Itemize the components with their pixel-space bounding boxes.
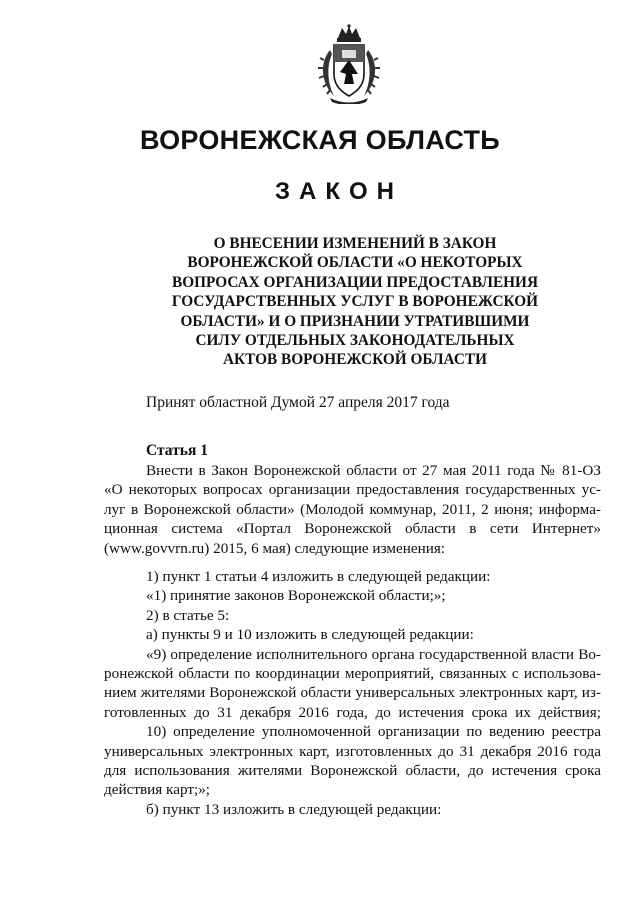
text-line: универсальных электронных карт, изготовленных до 31 декабря 2016 года xyxy=(104,742,601,760)
law-title-line: О ВНЕСЕНИИ ИЗМЕНЕНИЙ В ЗАКОН xyxy=(213,235,497,252)
text-line: «О некоторых вопросах организации предоставления государственных ус- xyxy=(104,481,601,499)
text-line: а) пункты 9 и 10 изложить в следующей редакции: xyxy=(146,626,474,644)
law-title-line: ОБЛАСТИ» И О ПРИЗНАНИИ УТРАТИВШИМИ xyxy=(180,312,530,330)
text-line: луг в Воронежской области» (Молодой коммунар, 2011, 2 июня; информа- xyxy=(104,500,601,518)
text-line: нием жителями Воронежской области универсальных электронных карт, из- xyxy=(104,684,601,702)
article-heading: Статья 1 xyxy=(146,442,208,459)
law-title-line: СИЛУ ОТДЕЛЬНЫХ ЗАКОНОДАТЕЛЬНЫХ xyxy=(195,332,515,350)
text-line: б) пункт 13 изложить в следующей редакции: xyxy=(146,800,442,818)
text-line: Внести в Закон Воронежской области от 27 мая 2011 года № 81-ОЗ xyxy=(146,462,601,479)
text-line: «1) принятие законов Воронежской области;»; xyxy=(146,587,446,605)
region-title: ВОРОНЕЖСКАЯ ОБЛАСТЬ xyxy=(139,125,501,155)
text-line: ционная система «Портал Воронежской области в сети Интернет» xyxy=(104,520,601,538)
adoption-note: Принят областной Думой 27 апреля 2017 года xyxy=(146,394,450,411)
text-line: 10) определение уполномоченной организации по ведению реестра xyxy=(146,723,601,741)
article-intro xyxy=(104,461,601,558)
law-title xyxy=(150,234,560,370)
text-line: «9) определение исполнительного органа государственной власти Во- xyxy=(146,645,601,663)
law-title-line: ВОПРОСАХ ОРГАНИЗАЦИИ ПРЕДОСТАВЛЕНИЯ xyxy=(172,273,538,291)
text-line: ронежской области по координации мероприятий, связанных с использова- xyxy=(104,665,601,683)
text-line: 2) в статье 5: xyxy=(146,606,230,624)
law-title-line: ГОСУДАРСТВЕННЫХ УСЛУГ В ВОРОНЕЖСКОЙ xyxy=(171,293,539,311)
text-line: действия карт;»; xyxy=(104,781,211,799)
document-type: ЗАКОН xyxy=(274,178,403,205)
article-changes xyxy=(104,567,601,819)
text-line: 1) пункт 1 статьи 4 изложить в следующей редакции: xyxy=(146,568,491,585)
text-line: (www.govvrn.ru) 2015, 6 мая) следующие изменения: xyxy=(104,539,446,557)
text-line: для использования жителями Воронежской области, до истечения срока xyxy=(104,762,601,780)
coat-of-arms-icon xyxy=(316,24,382,104)
text-line: готовленных до 31 декабря 2016 года, до истечения срока их действия; xyxy=(104,703,601,721)
law-title-line: ВОРОНЕЖСКОЙ ОБЛАСТИ «О НЕКОТОРЫХ xyxy=(187,254,523,272)
law-title-line: АКТОВ ВОРОНЕЖСКОЙ ОБЛАСТИ xyxy=(222,351,487,369)
